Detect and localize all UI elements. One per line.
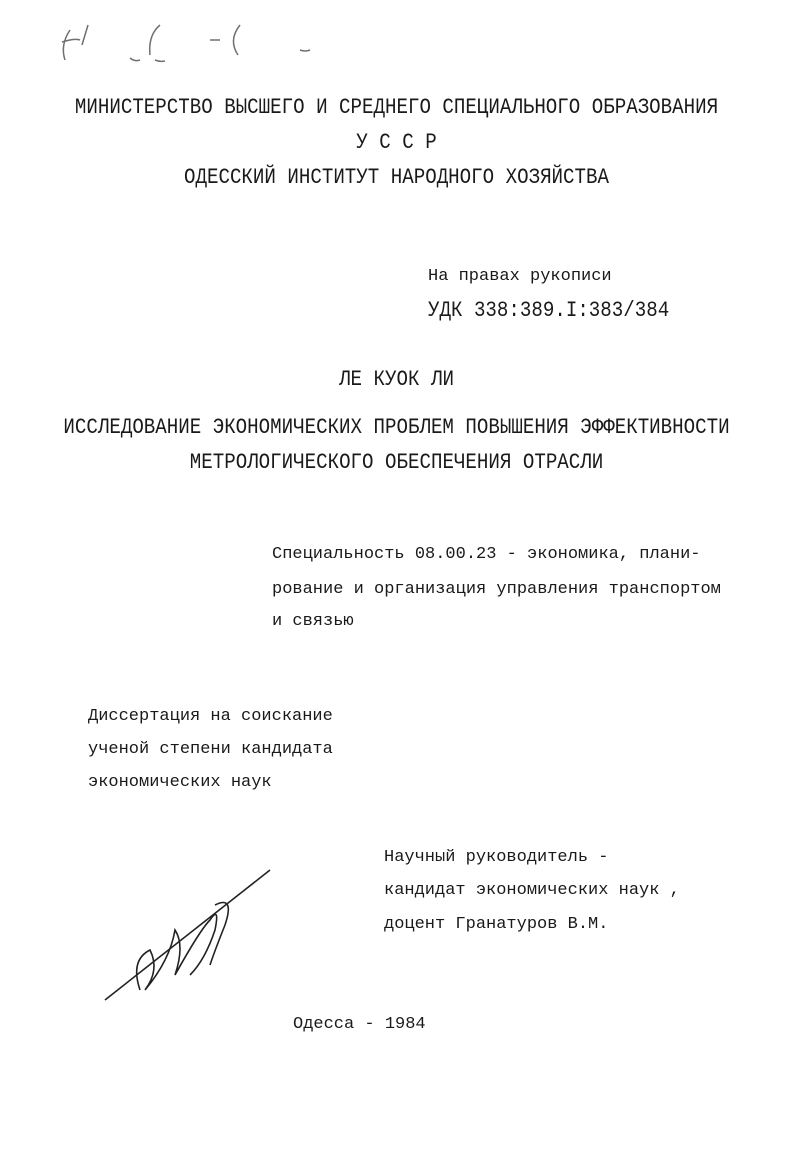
manuscript-rights-note: На правах рукописи [428, 267, 612, 286]
supervisor-line-1: Научный руководитель - [384, 848, 609, 867]
signature [105, 870, 270, 1000]
specialty-line-3: и связью [272, 612, 354, 631]
udk-code: УДК 338:389.I:383/384 [428, 298, 670, 323]
dissertation-line-2: ученой степени кандидата [88, 740, 333, 759]
republic-heading: У С С Р [356, 130, 437, 155]
supervisor-line-2: кандидат экономических наук , [384, 881, 680, 900]
title-line-1: ИССЛЕДОВАНИЕ ЭКОНОМИЧЕСКИХ ПРОБЛЕМ ПОВЫШЕНИЯ ЭФФЕКТИВНОСТИ [63, 415, 730, 440]
handwritten-catalog-number [62, 25, 88, 60]
author-name: ЛЕ КУОК ЛИ [339, 367, 454, 392]
specialty-line-2: рование и организация управления транспортом [272, 580, 721, 599]
institute-heading: ОДЕССКИЙ ИНСТИТУТ НАРОДНОГО ХОЗЯЙСТВА [184, 165, 609, 190]
title-line-2: МЕТРОЛОГИЧЕСКОГО ОБЕСПЕЧЕНИЯ ОТРАСЛИ [189, 450, 604, 475]
supervisor-line-3: доцент Гранатуров В.М. [384, 915, 609, 934]
ministry-heading: МИНИСТЕРСТВО ВЫСШЕГО И СРЕДНЕГО СПЕЦИАЛЬНОГО ОБРАЗОВАНИЯ [74, 95, 719, 120]
place-and-year: Одесса - 1984 [293, 1015, 426, 1034]
dissertation-line-1: Диссертация на соискание [88, 707, 333, 726]
dissertation-line-3: экономических наук [88, 773, 272, 792]
specialty-line-1: Специальность 08.00.23 - экономика, плани- [272, 545, 701, 564]
